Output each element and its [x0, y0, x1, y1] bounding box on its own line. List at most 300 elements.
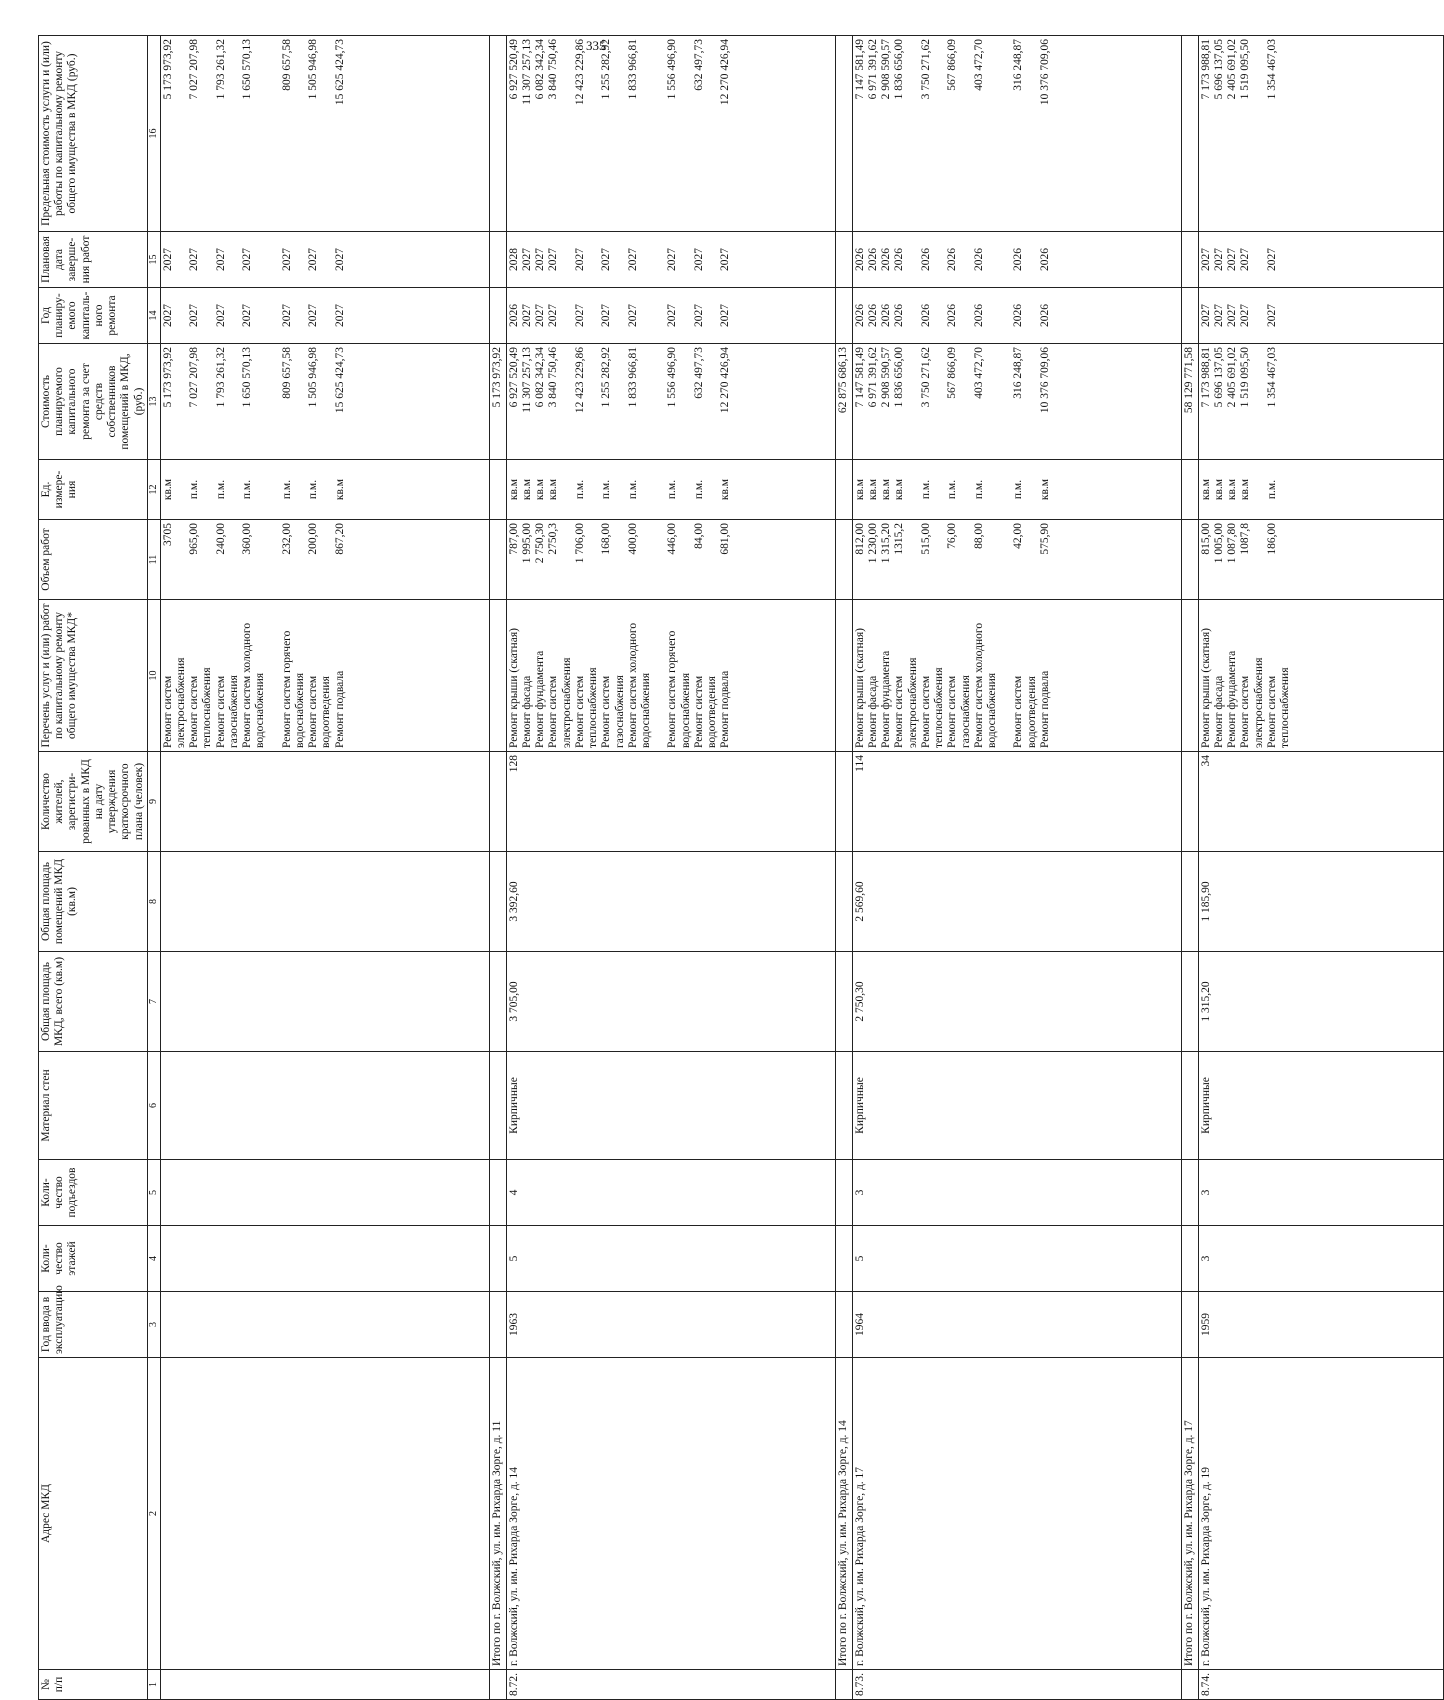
cell-line — [933, 523, 946, 596]
col-header: Стоимость планируемого капитального ремонта за счет средств собственников помещений в МКД, (руб.) — [39, 344, 148, 460]
cell-line: кв.м — [893, 478, 906, 501]
cell-line: 316 248,87 — [1012, 347, 1025, 399]
works-cell — [1198, 600, 1443, 752]
cell-line: Ремонт крыши (скатная) — [507, 628, 520, 748]
cell-line: 1 354 467,03 — [1265, 39, 1278, 100]
cell-line: теплоснабжения — [933, 667, 946, 748]
cell-line — [587, 39, 600, 228]
cell-line: 3 840 750,46 — [547, 39, 560, 100]
floors-cell: 5 — [852, 1226, 1181, 1292]
cell-line — [294, 39, 307, 228]
cell-line: 809 657,58 — [280, 347, 293, 399]
cell-line: 400,00 — [626, 523, 639, 555]
cell-line: Ремонт подвала — [1038, 670, 1051, 748]
volume-cell — [1198, 520, 1443, 600]
cell-line: 2026 — [1012, 304, 1025, 327]
cell-line: электроснабжения — [1252, 657, 1265, 748]
works-cell — [160, 600, 489, 752]
cell-line: водоснабжения — [639, 672, 652, 748]
table-row — [1198, 36, 1443, 1700]
cell-line: 360,00 — [241, 523, 254, 555]
cell-line: 1 519 095,50 — [1239, 39, 1252, 100]
cell-line: 2026 — [972, 248, 985, 271]
cell-line: 867,20 — [333, 523, 346, 555]
cell-line: 3705 — [161, 523, 174, 546]
cell-line: Ремонт подвала — [719, 670, 732, 748]
cell-line: кв.м — [534, 478, 547, 501]
cell-line — [960, 39, 973, 228]
cell-line: 2027 — [333, 248, 346, 271]
cell-line: водоснабжения — [293, 672, 306, 748]
cell-line — [561, 291, 574, 340]
col-header: Год ввода в эксплуатацию — [39, 1292, 148, 1358]
cell-line — [254, 235, 267, 284]
cell-line — [1253, 463, 1266, 516]
cell-line — [680, 291, 693, 340]
cell-line — [175, 347, 188, 456]
volume-cell — [160, 520, 489, 600]
cell-line — [653, 603, 666, 748]
volume-cell — [852, 520, 1181, 600]
row-number: 8.73. — [852, 1670, 1181, 1700]
cell-line: 12 270 426,94 — [719, 39, 732, 106]
cell-line — [320, 347, 333, 456]
cell-line — [268, 523, 281, 596]
cell-line: 6 082 342,34 — [534, 39, 547, 100]
cell-line — [1279, 39, 1292, 228]
cell-line: 7 147 581,49 — [853, 39, 866, 100]
cell-line: 2027 — [1199, 248, 1212, 271]
cell-line: 2027 — [573, 248, 586, 271]
cell-line: кв.м — [547, 478, 560, 501]
cell-line: 1 230,00 — [866, 523, 879, 564]
cell-line: 1 505 946,98 — [307, 347, 320, 408]
year-built-cell: 1959 — [1198, 1292, 1443, 1358]
cell-line — [999, 523, 1012, 596]
cell-line — [907, 347, 920, 456]
col-header: Адрес МКД — [39, 1358, 148, 1670]
cell-line: 2027 — [719, 248, 732, 271]
cell-line: Ремонт фасада — [520, 675, 533, 748]
cell-line — [175, 235, 188, 284]
cell-line: газоснабжения — [959, 675, 972, 748]
unit-cell — [506, 460, 835, 520]
cell-line — [986, 291, 999, 340]
cell-line: 2027 — [719, 304, 732, 327]
cell-line — [228, 523, 241, 596]
cell-line: 6 927 520,49 — [507, 347, 520, 408]
cell-line — [1253, 291, 1266, 340]
cell-line: газоснабжения — [227, 675, 240, 748]
cell-line: Ремонт фундамента — [1226, 650, 1239, 748]
col-number: 5 — [147, 1160, 160, 1226]
cell-line: 515,00 — [919, 523, 932, 555]
total-label: Итого по г. Волжский, ул. им. Рихарда Зорге, д. 17 — [1181, 1358, 1198, 1670]
year-cell — [852, 288, 1181, 344]
cell-line — [614, 347, 627, 456]
cell-line: 240,00 — [214, 523, 227, 555]
cell-line: Ремонт фундамента — [880, 650, 893, 748]
limit-cell — [1198, 36, 1443, 232]
cell-line: 1 255 282,92 — [600, 39, 613, 100]
cell-line — [653, 347, 666, 456]
cell-line — [680, 523, 693, 596]
col-number: 14 — [147, 288, 160, 344]
cell-line: 3 750 271,62 — [919, 347, 932, 408]
cell-line: Ремонт фундамента — [534, 650, 547, 748]
cell-line — [986, 463, 999, 516]
cell-line: 2027 — [1226, 248, 1239, 271]
residents-cell: 128 — [506, 752, 835, 852]
cell-line — [999, 463, 1012, 516]
cell-line — [653, 291, 666, 340]
cell-line: 1 706,00 — [573, 523, 586, 564]
cell-line — [254, 463, 267, 516]
cell-line: 6 971 391,62 — [866, 347, 879, 408]
cell-line: 2026 — [507, 304, 520, 327]
cell-line: 5 173 973,92 — [161, 39, 174, 100]
cost-cell — [506, 344, 835, 460]
cell-line: 6 971 391,62 — [866, 39, 879, 100]
col-header: Коли-чество этажей — [39, 1226, 148, 1292]
area-rooms-cell: 1 185,90 — [1198, 852, 1443, 952]
cell-line — [960, 235, 973, 284]
cell-line: 2026 — [893, 304, 906, 327]
cell-line: кв.м — [1199, 478, 1212, 501]
cell-line: 403 472,70 — [972, 39, 985, 91]
cell-line — [320, 291, 333, 340]
entrances-cell: 4 — [506, 1160, 835, 1226]
cell-line: п.м. — [666, 479, 679, 500]
col-header: Общая площадь МКД, всего (кв.м) — [39, 952, 148, 1052]
limit-cell — [852, 36, 1181, 232]
cell-line: теплоснабжения — [201, 667, 214, 748]
cell-line: 1 833 966,81 — [626, 39, 639, 100]
cell-line: 2027 — [626, 304, 639, 327]
cell-line: кв.м — [853, 478, 866, 501]
cell-line: 2026 — [1038, 304, 1051, 327]
cell-line: п.м. — [1265, 479, 1278, 500]
cell-line — [986, 39, 999, 228]
col-header: Перечень услуг и (или) работ по капитальному ремонту общего имущества МКД* — [39, 600, 148, 752]
cell-line — [640, 463, 653, 516]
cell-line: кв.м — [161, 478, 174, 501]
col-number: 11 — [147, 520, 160, 600]
cell-line: 403 472,70 — [972, 347, 985, 399]
cell-line: 2027 — [214, 304, 227, 327]
cell-line — [986, 235, 999, 284]
cell-line — [907, 235, 920, 284]
cell-line — [268, 235, 281, 284]
cell-line: Ремонт систем — [893, 675, 906, 748]
cell-line: 2027 — [307, 304, 320, 327]
cell-line — [653, 523, 666, 596]
cell-line — [680, 347, 693, 456]
area-total-cell: 3 705,00 — [506, 952, 835, 1052]
cell-line — [680, 463, 693, 516]
col-number: 12 — [147, 460, 160, 520]
cell-line: 168,00 — [600, 523, 613, 555]
cell-line: 12 423 229,86 — [573, 347, 586, 414]
cell-line: 200,00 — [307, 523, 320, 555]
col-header: Плановая дата заверше-ния работ — [39, 232, 148, 288]
cell-line — [999, 39, 1012, 228]
cell-line: п.м. — [214, 479, 227, 500]
total-row — [835, 36, 852, 1700]
cell-line — [680, 235, 693, 284]
cell-line: 12 270 426,94 — [719, 347, 732, 414]
cell-line: водоснабжения — [679, 672, 692, 748]
col-header: Общая площадь помещений МКД (кв.м) — [39, 852, 148, 952]
cell-line — [561, 523, 574, 596]
cell-line: кв.м — [866, 478, 879, 501]
cell-line: п.м. — [626, 479, 639, 500]
cell-line — [706, 463, 719, 516]
cell-line — [228, 39, 241, 228]
address-cell: г. Волжский, ул. им. Рихарда Зорге, д. 14 — [506, 1358, 835, 1670]
cell-line: 2027 — [547, 304, 560, 327]
cost-cell — [852, 344, 1181, 460]
cell-line: кв.м — [1212, 478, 1225, 501]
table-row — [852, 36, 1181, 1700]
cell-line: 2027 — [241, 248, 254, 271]
cell-line — [175, 523, 188, 596]
cell-line: 2027 — [161, 304, 174, 327]
cell-line: п.м. — [573, 479, 586, 500]
capital-repair-table — [38, 35, 1444, 1700]
cell-line: 2026 — [919, 304, 932, 327]
cell-line — [1279, 523, 1292, 596]
cell-line: 2027 — [520, 248, 533, 271]
column-number-row — [147, 36, 160, 1700]
cell-line — [294, 523, 307, 596]
cell-line: 11 307 257,13 — [520, 39, 533, 105]
col-number: 9 — [147, 752, 160, 852]
table-row — [506, 36, 835, 1700]
cell-line: 1 650 570,13 — [241, 39, 254, 100]
cell-line: 2027 — [188, 248, 201, 271]
cell-line: п.м. — [692, 479, 705, 500]
cell-line: п.м. — [1012, 479, 1025, 500]
cell-line: 5 173 973,92 — [161, 347, 174, 408]
cell-line: 2 405 691,02 — [1226, 39, 1239, 100]
cell-line — [640, 235, 653, 284]
cell-line — [294, 347, 307, 456]
total-row — [489, 36, 506, 1700]
cell-line: 3 840 750,46 — [547, 347, 560, 408]
cell-line — [254, 347, 267, 456]
cell-line — [640, 291, 653, 340]
cell-line: 5 696 137,05 — [1212, 347, 1225, 408]
cell-line: 2027 — [534, 304, 547, 327]
cell-line: кв.м — [1239, 478, 1252, 501]
cell-line: 1 519 095,50 — [1239, 347, 1252, 408]
cell-line: кв.м — [1226, 478, 1239, 501]
cell-line — [614, 39, 627, 228]
cell-line: 232,00 — [280, 523, 293, 555]
cell-line: 2027 — [1212, 304, 1225, 327]
year-cell — [1198, 288, 1443, 344]
cell-line — [999, 347, 1012, 456]
cell-line — [960, 291, 973, 340]
cell-line — [587, 291, 600, 340]
cell-line: 2026 — [946, 304, 959, 327]
col-number: 7 — [147, 952, 160, 1052]
cell-line: 1315,2 — [893, 523, 906, 555]
cell-line — [320, 463, 333, 516]
header-row — [39, 36, 148, 1700]
cell-line: 2026 — [880, 304, 893, 327]
cell-line: кв.м — [333, 478, 346, 501]
cell-line: 12 423 229,86 — [573, 39, 586, 106]
cell-line — [640, 347, 653, 456]
cell-line: 2027 — [333, 304, 346, 327]
cell-line — [320, 523, 333, 596]
cell-line: 2026 — [946, 248, 959, 271]
cell-line: 1 505 946,98 — [307, 39, 320, 100]
cell-line: Ремонт систем — [161, 675, 174, 748]
cell-line: 2026 — [853, 248, 866, 271]
cell-line — [1026, 523, 1039, 596]
cell-line: кв.м — [719, 478, 732, 501]
limit-cell — [506, 36, 835, 232]
cell-line: Ремонт систем — [214, 675, 227, 748]
cost-cell — [160, 344, 489, 460]
cell-line: 186,00 — [1265, 523, 1278, 555]
cell-line — [907, 463, 920, 516]
cell-line — [706, 291, 719, 340]
cell-line: Ремонт систем — [692, 675, 705, 748]
cell-line: газоснабжения — [613, 675, 626, 748]
cell-line — [653, 39, 666, 228]
cell-line: 15 625 424,73 — [333, 347, 346, 414]
cell-line: 2026 — [880, 248, 893, 271]
col-header: Предельная стоимость услуги и (или) работы по капитальному ремонту общего имущества в МКД (руб.) — [39, 36, 148, 232]
cell-line: 2027 — [692, 304, 705, 327]
cell-line — [614, 291, 627, 340]
col-number: 16 — [147, 36, 160, 232]
cell-line: 7 027 207,98 — [188, 347, 201, 408]
cell-line — [907, 39, 920, 228]
cell-line: кв.м — [1038, 478, 1051, 501]
cell-line: 2750,3 — [547, 523, 560, 555]
cell-line: 567 866,09 — [946, 347, 959, 399]
area-rooms-cell: 2 569,60 — [852, 852, 1181, 952]
cell-line — [587, 463, 600, 516]
col-number: 15 — [147, 232, 160, 288]
col-header: Количество жителей, зарегистри-рованных в МКД на дату утверждения краткосрочного плана (человек) — [39, 752, 148, 852]
page-number: 335 — [586, 38, 606, 53]
cell-line — [587, 523, 600, 596]
cell-line: п.м. — [972, 479, 985, 500]
cell-line: Ремонт фасада — [866, 675, 879, 748]
cost-cell — [1198, 344, 1443, 460]
cell-line: п.м. — [946, 479, 959, 500]
rotated-page — [38, 34, 1292, 1700]
cell-line: 2027 — [214, 248, 227, 271]
cell-line — [201, 523, 214, 596]
cell-line: 2027 — [692, 248, 705, 271]
cell-line — [268, 291, 281, 340]
cell-line — [653, 235, 666, 284]
cell-line: 2027 — [520, 304, 533, 327]
cell-line: п.м. — [241, 479, 254, 500]
cell-line — [706, 39, 719, 228]
area-total-cell: 1 315,20 — [1198, 952, 1443, 1052]
cell-line — [1279, 235, 1292, 284]
cell-line: п.м. — [188, 479, 201, 500]
end-year-cell — [160, 232, 489, 288]
cell-line: Ремонт систем — [307, 675, 320, 748]
cell-line: 6 927 520,49 — [507, 39, 520, 100]
cell-line: 1 836 656,00 — [893, 39, 906, 100]
cell-line — [1253, 39, 1266, 228]
cell-line: 2026 — [853, 304, 866, 327]
cell-line: водоснабжения — [254, 672, 267, 748]
cell-line: 809 657,58 — [280, 39, 293, 91]
cell-line — [907, 291, 920, 340]
cell-line: 2027 — [666, 248, 679, 271]
col-number: 13 — [147, 344, 160, 460]
cell-line — [986, 523, 999, 596]
total-cost: 58 129 771,58 — [1181, 344, 1198, 460]
cell-line: водоснабжения — [985, 672, 998, 748]
cell-line — [561, 347, 574, 456]
cell-line — [561, 39, 574, 228]
cell-line — [1026, 39, 1039, 228]
cell-line: водоотведения — [320, 676, 333, 748]
cell-line: 2027 — [188, 304, 201, 327]
cell-line — [228, 291, 241, 340]
cell-line: 15 625 424,73 — [333, 39, 346, 106]
cell-line — [706, 523, 719, 596]
unit-cell — [852, 460, 1181, 520]
year-cell — [506, 288, 835, 344]
cell-line: 2027 — [1226, 304, 1239, 327]
unit-cell — [1198, 460, 1443, 520]
cell-line — [653, 463, 666, 516]
cell-line: 2027 — [600, 304, 613, 327]
cell-line: 965,00 — [188, 523, 201, 555]
cell-line: 1 556 496,90 — [666, 39, 679, 100]
cell-line: 1 005,00 — [1212, 523, 1225, 564]
unit-cell — [160, 460, 489, 520]
cell-line: Ремонт систем — [600, 675, 613, 748]
cell-line: Ремонт крыши (скатная) — [853, 628, 866, 748]
col-header: Ед. измере-ния — [39, 460, 148, 520]
cell-line: 2 908 590,57 — [880, 39, 893, 100]
cell-line: 2027 — [534, 248, 547, 271]
cell-line: 316 248,87 — [1012, 39, 1025, 91]
cell-line: 815,00 — [1199, 523, 1212, 555]
cell-line: п.м. — [280, 479, 293, 500]
cell-line: 2026 — [1038, 248, 1051, 271]
cell-line: п.м. — [307, 479, 320, 500]
col-number: 4 — [147, 1226, 160, 1292]
cell-line: 10 376 709,06 — [1038, 347, 1051, 414]
year-built-cell: 1963 — [506, 1292, 835, 1358]
cell-line — [960, 523, 973, 596]
cell-line: 812,00 — [853, 523, 866, 555]
material-cell: Кирпичные — [852, 1052, 1181, 1160]
floors-cell: 5 — [506, 1226, 835, 1292]
col-header: Год планиру-емого капиталь-ного ремонта — [39, 288, 148, 344]
cell-line: 84,00 — [692, 523, 705, 549]
cell-line — [1279, 347, 1292, 456]
cell-line — [1253, 235, 1266, 284]
cell-line: Ремонт систем горячего — [666, 630, 679, 748]
cell-line: водоотведения — [1025, 676, 1038, 748]
